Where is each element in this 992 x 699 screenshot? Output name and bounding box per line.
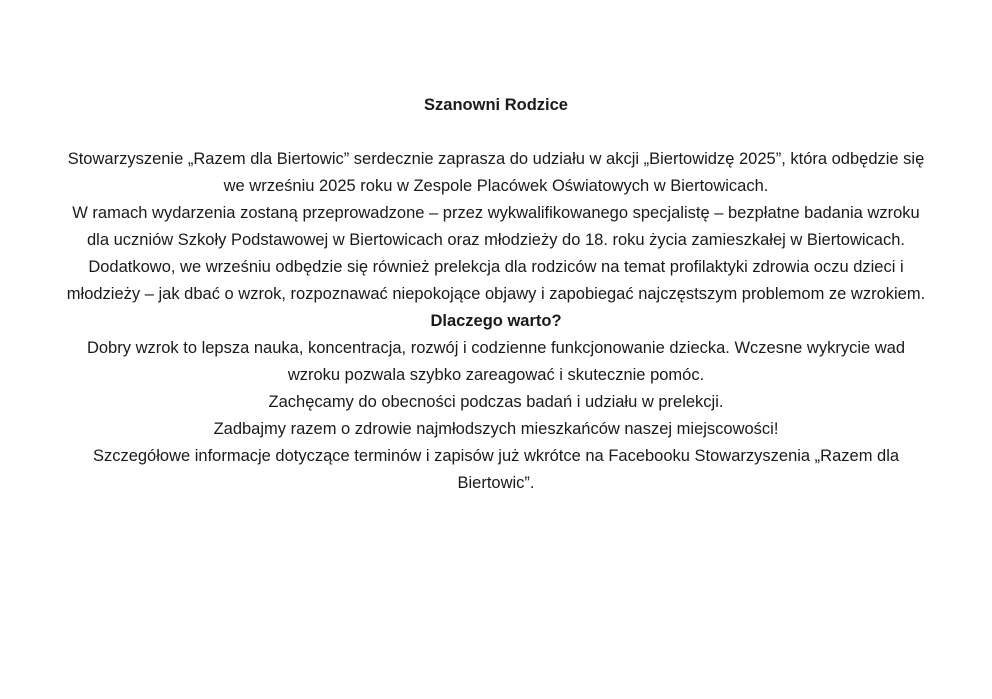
- letter-body: [60, 92, 932, 497]
- invitation-paragraph: Stowarzyszenie „Razem dla Biertowic” serdecznie zaprasza do udziału w akcji „Biertowidzę 2025”, która odbędzie się we wrześniu 2025 roku w Zespole Placówek Oświatowych w Biertowicach.: [67, 150, 925, 195]
- eye-exam-paragraph: W ramach wydarzenia zostaną przeprowadzone – przez wykwalifikowanego specjalistę – bezpłatne badania wzroku dla uczniów Szkoły Podstawowej w Biertowicach oraz młodzieży do 18. roku życia zamieszkałej w Biertowicach.: [72, 204, 920, 249]
- benefits-paragraph: Dobry wzrok to lepsza nauka, koncentracja, rozwój i codzienne funkcjonowanie dziecka. Wczesne wykrycie wad wzroku pozwala szybko zareagować i skutecznie pomóc.: [86, 339, 906, 384]
- why-heading: Dlaczego warto?: [430, 312, 562, 330]
- lecture-paragraph: Dodatkowo, we wrześniu odbędzie się również prelekcja dla rodziców na temat profilaktyki zdrowia oczu dzieci i młodzieży – jak dbać o wzrok, rozpoznawać niepokojące objawy i zapobiegać najczęstszym problemom ze wzrokiem.: [66, 258, 926, 303]
- encouragement-paragraph: Zachęcamy do obecności podczas badań i udziału w prelekcji.: [268, 393, 724, 411]
- community-paragraph: Zadbajmy razem o zdrowie najmłodszych mieszkańców naszej miejscowości!: [213, 420, 779, 438]
- greeting-heading: Szanowni Rodzice: [424, 96, 568, 114]
- facebook-info-paragraph: Szczegółowe informacje dotyczące terminów i zapisów już wkrótce na Facebooku Stowarzyszenia „Razem dla Biertowic”.: [92, 447, 900, 492]
